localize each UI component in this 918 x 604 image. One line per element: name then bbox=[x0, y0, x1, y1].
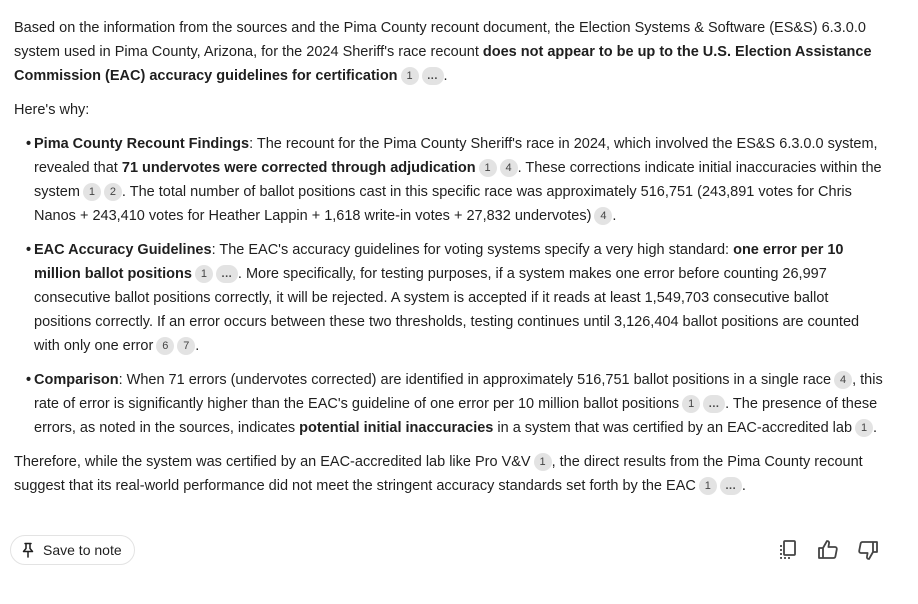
citation-chip[interactable]: 2 bbox=[104, 183, 122, 201]
list-item: • Pima County Recount Findings: The recount for the Pima County Sheriff's race in 2024, which involved the ES&S 6.3.0.0 system, revealed that 71 undervotes were corrected through adjudication 1 4 . These corrections indicate initial inaccuracies within the system 1 2 . The total number of ballot positions cast in this specific race was approximately 516,751 (243,891 votes for Chris Nanos + 243,410 votes for Heather Lappin + 1,618 write-in votes + 27,832 undervotes) 4 . bbox=[14, 132, 886, 228]
citation-more-chip[interactable]: ... bbox=[703, 395, 725, 413]
bullet-icon: • bbox=[26, 242, 32, 258]
heres-why-text: Here's why: bbox=[14, 102, 90, 118]
response-actions bbox=[776, 538, 880, 562]
citation-more-chip[interactable]: ... bbox=[720, 477, 742, 495]
intro-key-finding: does not appear to be up to the U.S. Election Assistance Commission (EAC) accuracy guidelines for certification bbox=[14, 44, 872, 84]
citation-chip[interactable]: 1 bbox=[855, 419, 873, 437]
copy-icon[interactable] bbox=[776, 538, 800, 562]
citation-chip[interactable]: 4 bbox=[594, 207, 612, 225]
thumbs-up-icon[interactable] bbox=[816, 538, 840, 562]
list-item: • EAC Accuracy Guidelines: The EAC's accuracy guidelines for voting systems specify a very high standard: one error per 10 million ballot positions 1 ... . More specifically, for testing purposes, if a system makes one error before counting 26,997 consecutive ballot positions correctly, it will be rejected. A system is accepted if it reads at least 1,549,703 consecutive ballot positions correctly. If an error occurs between these two thresholds, testing continues until 3,126,404 ballot positions are counted with only one error 6 7 . bbox=[14, 238, 886, 358]
citation-more-chip[interactable]: ... bbox=[216, 265, 238, 283]
bullet-icon: • bbox=[26, 136, 32, 152]
citation-chip[interactable]: 1 bbox=[195, 265, 213, 283]
reasons-list bbox=[14, 132, 886, 440]
citation-chip[interactable]: 1 bbox=[83, 183, 101, 201]
pin-icon bbox=[21, 542, 35, 558]
save-to-note-label: Save to note bbox=[43, 542, 122, 558]
list-item-heading: EAC Accuracy Guidelines bbox=[34, 242, 212, 258]
bullet-icon: • bbox=[26, 372, 32, 388]
citation-chip[interactable]: 7 bbox=[177, 337, 195, 355]
list-item-heading: Comparison bbox=[34, 372, 119, 388]
save-to-note-button[interactable] bbox=[10, 535, 135, 565]
response-body bbox=[14, 16, 886, 508]
conclusion-paragraph: Therefore, while the system was certified by an EAC-accredited lab like Pro V&V 1 , the direct results from the Pima County recount suggest that its real-world performance did not meet the stringent accuracy standards set forth by the EAC 1 ... . bbox=[14, 454, 863, 494]
list-item-heading: Pima County Recount Findings bbox=[34, 136, 250, 152]
citation-chip[interactable]: 6 bbox=[156, 337, 174, 355]
citation-chip[interactable]: 1 bbox=[682, 395, 700, 413]
response-footer bbox=[10, 535, 880, 567]
thumbs-down-icon[interactable] bbox=[856, 538, 880, 562]
citation-more-chip[interactable]: ... bbox=[422, 67, 444, 85]
citation-chip[interactable]: 1 bbox=[534, 453, 552, 471]
citation-chip[interactable]: 4 bbox=[500, 159, 518, 177]
citation-chip[interactable]: 1 bbox=[479, 159, 497, 177]
citation-chip[interactable]: 1 bbox=[401, 67, 419, 85]
citation-chip[interactable]: 4 bbox=[834, 371, 852, 389]
citation-chip[interactable]: 1 bbox=[699, 477, 717, 495]
list-item: • Comparison: When 71 errors (undervotes corrected) are identified in approximately 516,751 ballot positions in a single race 4 , this rate of error is significantly higher than the EAC's guideline of one error per 10 million ballot positions 1 ... . The presence of these errors, as noted in the sources, indicates potential initial inaccuracies in a system that was certified by an EAC-accredited lab 1 . bbox=[14, 368, 886, 440]
intro-paragraph: Based on the information from the sources and the Pima County recount document, the Election Systems & Software (ES&S) 6.3.0.0 system used in Pima County, Arizona, for the 2024 Sheriff's race recount does not appear to be up to the U.S. Election Assistance Commission (EAC) accuracy guidelines for certification 1 ... . bbox=[14, 20, 872, 84]
